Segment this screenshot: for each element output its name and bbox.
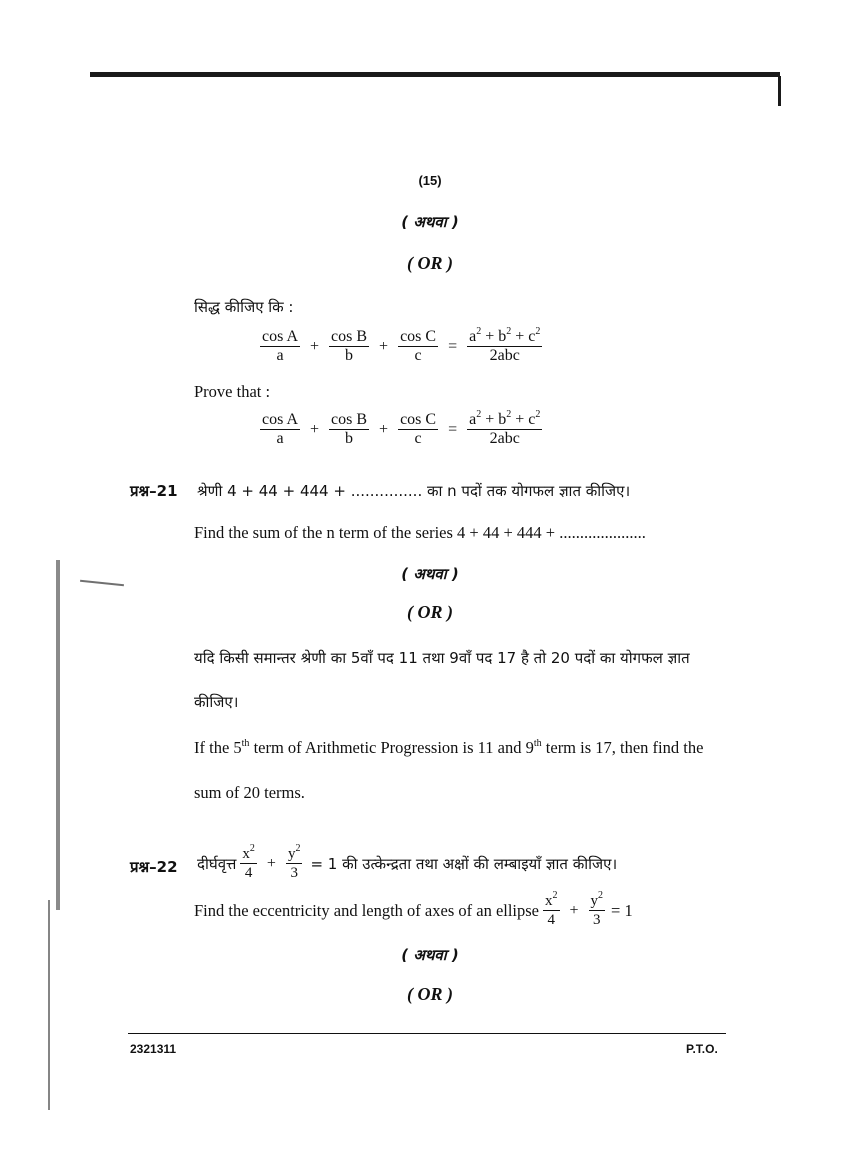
prove-prompt-english: Prove that : — [194, 382, 271, 401]
scan-shadow-left-lower — [48, 900, 50, 1110]
fraction-cosA: $\frac{\text{cos A}}{a}$ — [262, 411, 298, 447]
or-english-3: ( OR ) — [407, 984, 453, 1004]
fraction-y2-3: $\frac{y^2}{3}$ — [287, 843, 301, 881]
scan-border-top — [90, 72, 780, 77]
fraction-rhs: $\frac{a^2 + b^2 + c^2}{\text{2abc}}$ — [469, 409, 541, 447]
question-21-alt-hindi-line1: यदि किसी समान्तर श्रेणी का 5वाँ पद 11 तथा 9वाँ पद 17 है तो 20 पदों का योगफल ज्ञात — [194, 649, 690, 667]
fraction-cosB: $\frac{\text{cos B}}{b}$ — [331, 411, 368, 447]
question-22-label: प्रश्न–22 — [130, 858, 178, 876]
question-21-alt-english-line2: sum of 20 terms. — [194, 783, 305, 802]
identity-equation-1: $\frac{\text{cos A}}{a}$ + $\frac{\text{cos B}}{b}$ + $\frac{\text{cos C}}{c}$ = $\frac{a^2 + b^2 + c^2}{\text{2abc}}$ — [262, 326, 541, 364]
fraction-rhs: $\frac{a^2 + b^2 + c^2}{\text{2abc}}$ — [469, 326, 541, 364]
question-21-english: Find the sum of the n term of the series 4 + 44 + 444 + ..................... — [194, 523, 646, 542]
fraction-cosC: $\frac{\text{cos C}}{c}$ — [400, 328, 437, 364]
or-english-2: ( OR ) — [407, 602, 453, 622]
or-english-1: ( OR ) — [407, 253, 453, 273]
question-21-alt-english-line1: If the 5th term of Arithmetic Progression is 11 and 9th term is 17, then find the — [194, 738, 704, 757]
pto-label: P.T.O. — [686, 1042, 718, 1056]
question-21-hindi: श्रेणी 4 + 44 + 444 + ............... का n पदों तक योगफल ज्ञात कीजिए। — [197, 482, 631, 500]
footer-rule — [128, 1033, 726, 1034]
or-hindi-1: ( अथवा ) — [401, 213, 459, 231]
fraction-y2-3: $\frac{y^2}{3}$ — [590, 890, 604, 928]
fraction-cosC: $\frac{\text{cos C}}{c}$ — [400, 411, 437, 447]
fraction-x2-4: $\frac{x^2}{4}$ — [545, 890, 558, 928]
fraction-cosB: $\frac{\text{cos B}}{b}$ — [331, 328, 368, 364]
question-22-hindi: दीर्घवृत्त $\frac{x^2}{4}$ + $\frac{y^2}{3}$ = 1 की उत्केन्द्रता तथा अक्षों की लम्बाइयाँ ज्ञात कीजिए। — [197, 843, 618, 881]
identity-equation-2: $\frac{\text{cos A}}{a}$ + $\frac{\text{cos B}}{b}$ + $\frac{\text{cos C}}{c}$ = $\frac{a^2 + b^2 + c^2}{\text{2abc}}$ — [262, 409, 541, 447]
paper-code: 2321311 — [130, 1042, 177, 1056]
scan-border-right — [778, 76, 781, 106]
or-hindi-3: ( अथवा ) — [401, 946, 459, 964]
question-21-label: प्रश्न–21 — [130, 482, 178, 500]
question-21-alt-hindi-line2: कीजिए। — [194, 693, 239, 711]
question-22-english: Find the eccentricity and length of axes of an ellipse $\frac{x^2}{4}$ + $\frac{y^2}{3}$ = 1 — [194, 890, 633, 928]
or-hindi-2: ( अथवा ) — [401, 565, 459, 583]
prove-prompt-hindi: सिद्ध कीजिए कि : — [194, 298, 294, 316]
fraction-cosA: $\frac{\text{cos A}}{a}$ — [262, 328, 298, 364]
fraction-x2-4: $\frac{x^2}{4}$ — [242, 843, 255, 881]
page-number: (15) — [418, 173, 442, 188]
